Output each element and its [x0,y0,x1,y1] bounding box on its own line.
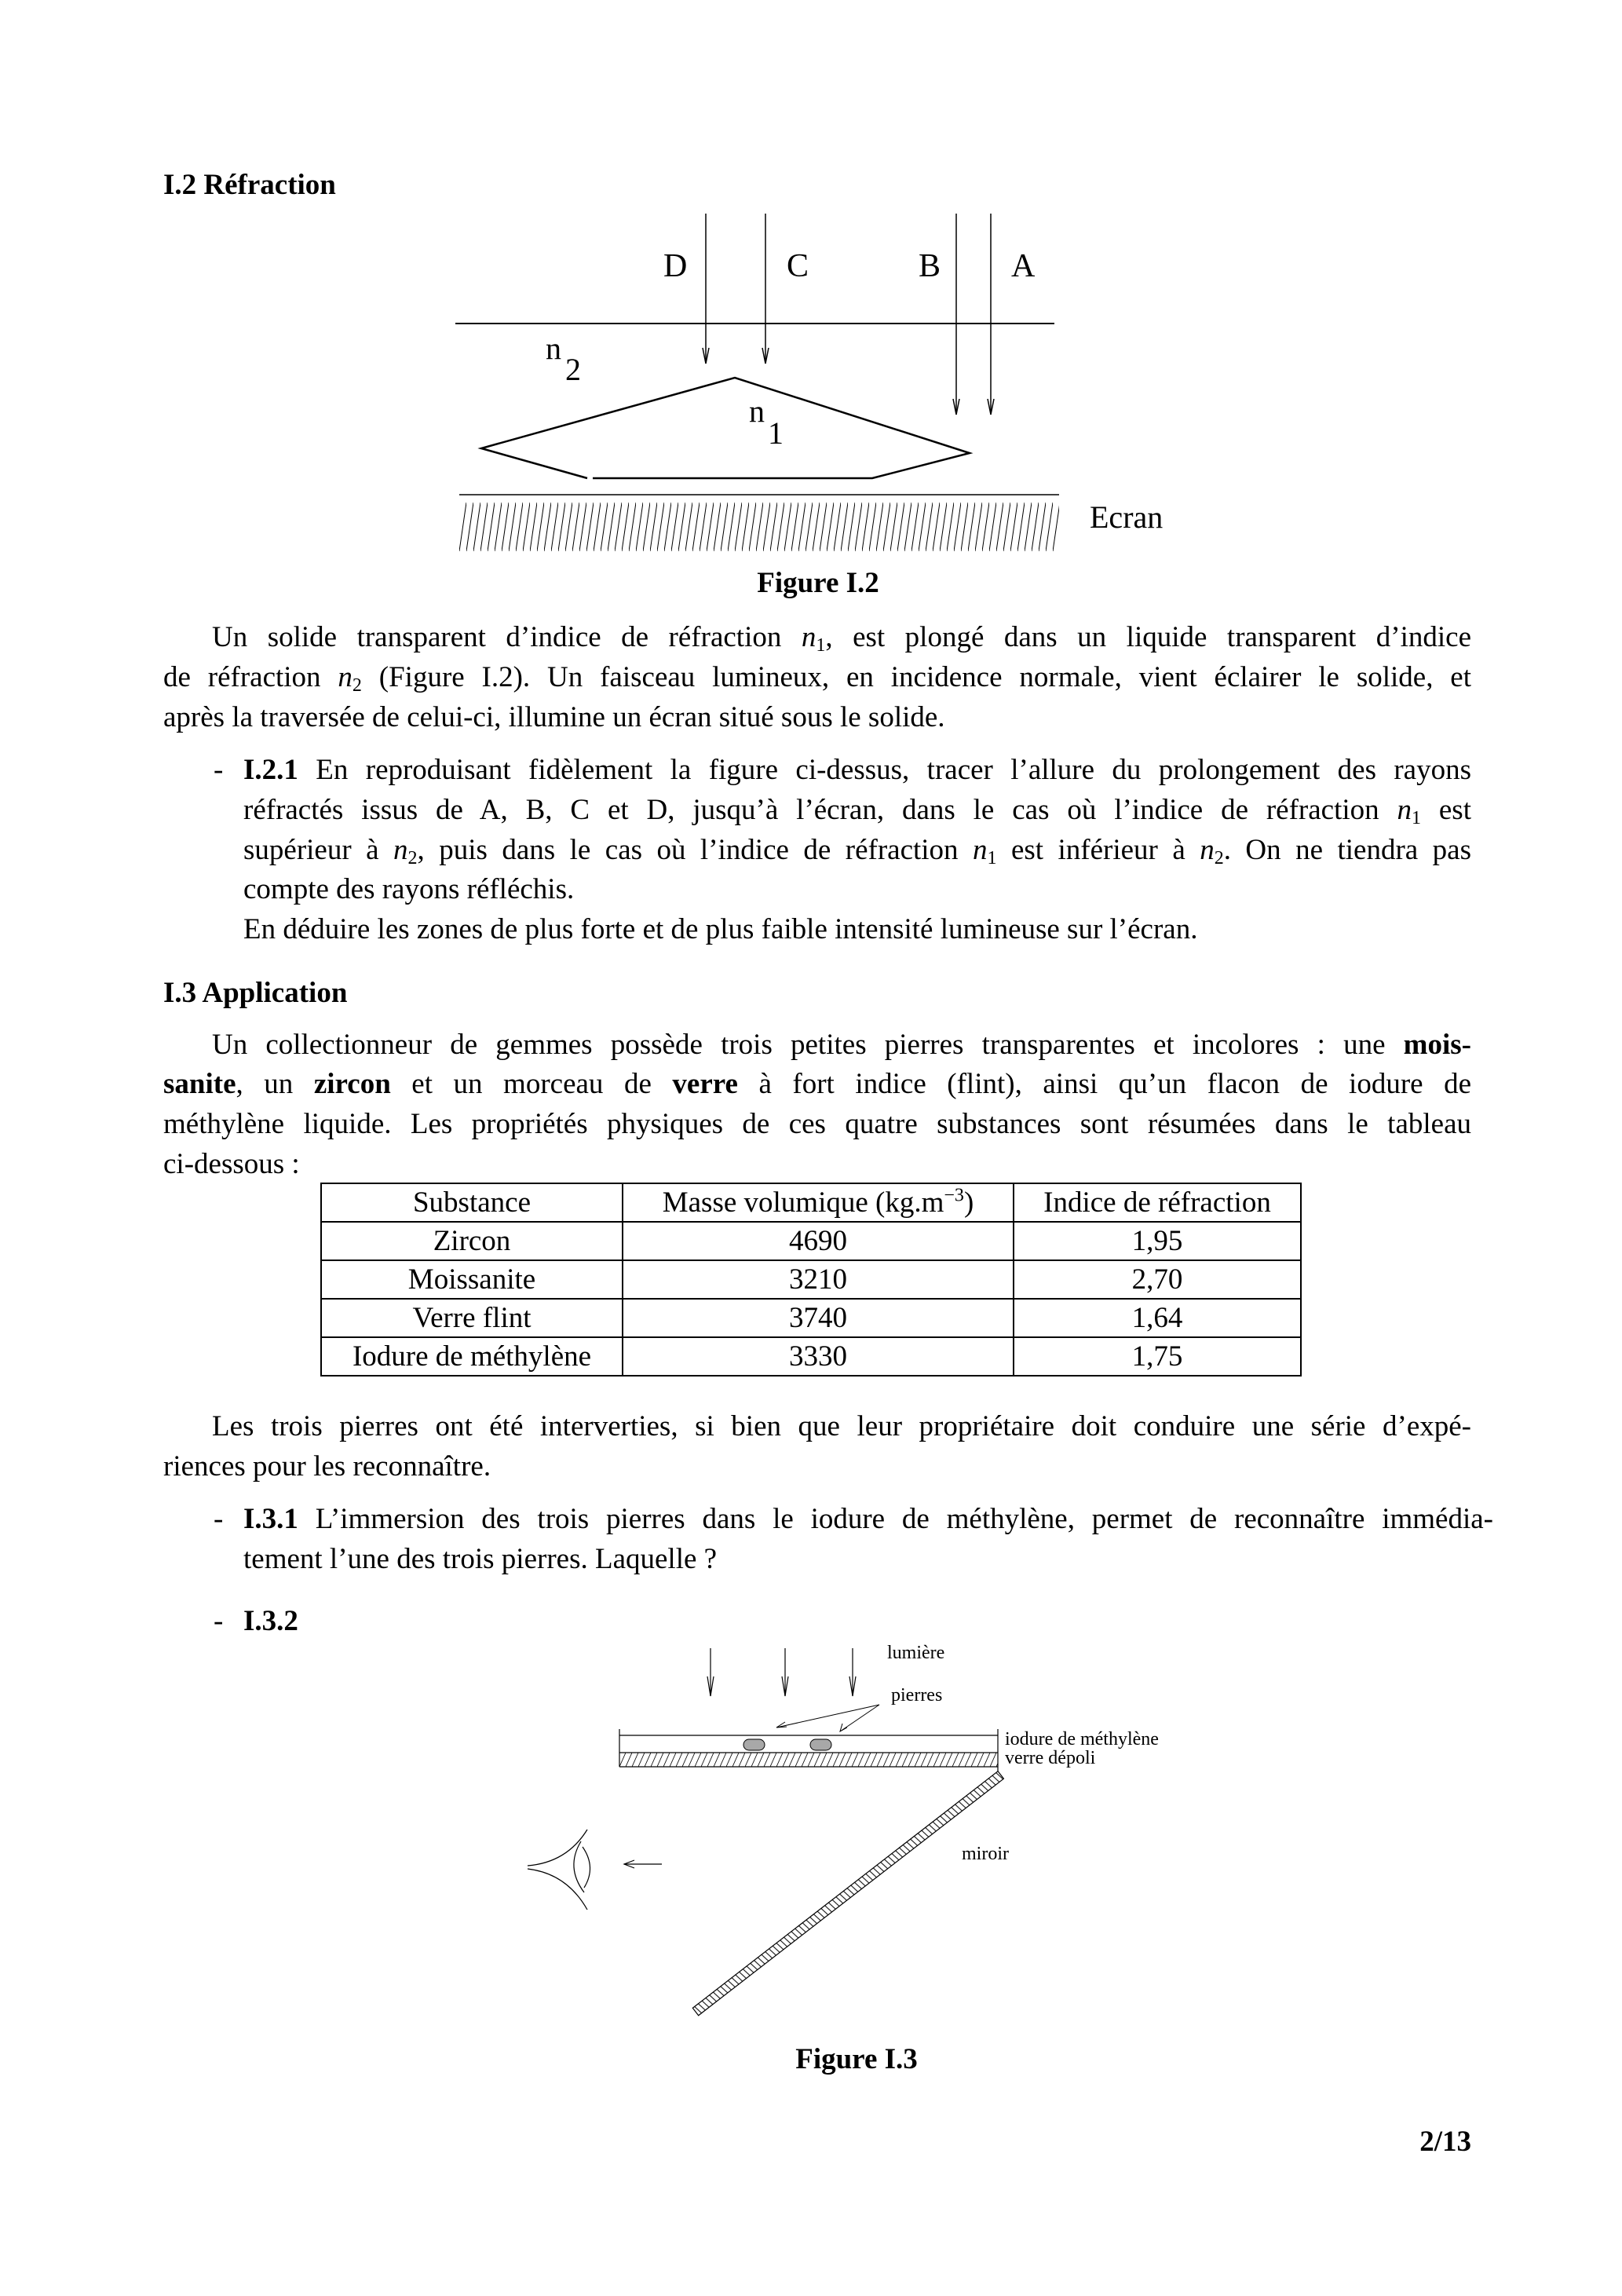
table-header-row [321,1183,1301,1222]
math-variable: n [973,834,988,866]
paragraph-line [212,1406,1471,1446]
math-variable: n [393,834,408,866]
text-segment: Un solide transparent d’indice de réfraction [212,621,802,653]
header-substance: Substance [321,1183,623,1222]
question-line [243,909,1471,949]
paragraph-line [163,1446,1471,1486]
text-segment: et un morceau de [390,1068,673,1100]
page-number: 2/13 [1419,2126,1471,2158]
ray-a [988,214,994,415]
paragraph-line [212,1025,1471,1065]
frosted-glass-hatch [619,1753,998,1767]
ray-label-c: C [787,248,809,284]
mirror [692,1771,1003,2016]
solid-shape [481,378,970,478]
math-subscript: 2 [407,848,418,868]
math-symbol [1200,834,1224,866]
text-segment: , un [236,1068,314,1100]
text-segment: ci-dessous : [163,1148,300,1180]
bold-segment: I.2.1 [243,754,298,786]
text-segment: L’immersion des trois pierres dans le iodure de méthylène, permet de reconnaître immédia- [298,1503,1493,1535]
liquid-label: iodure de méthylène [1005,1729,1159,1749]
math-symbol [1397,794,1422,826]
label-n2-sub: 2 [565,352,581,387]
section-title-i3: I.3 Application [163,977,348,1009]
cell-density: 3740 [623,1299,1014,1337]
bold-segment: mois- [1403,1029,1471,1061]
mirror-label: miroir [962,1844,1009,1864]
screen-label: Ecran [1090,499,1164,535]
question-line [243,790,1471,830]
header-density-close: ) [963,1186,974,1219]
text-segment: compte des rayons réfléchis. [243,873,575,905]
label-n1: n [749,393,765,429]
ray-label-b: B [919,248,941,284]
cell-substance: Verre flint [321,1299,623,1337]
cell-index: 1,75 [1014,1337,1301,1376]
ray-b [953,214,959,415]
stones-label: pierres [891,1685,943,1706]
header-index: Indice de réfraction [1014,1183,1301,1222]
text-segment: En déduire les zones de plus forte et de plus faible intensité lumineuse sur l’écran. [243,913,1198,945]
paragraph-line [163,697,1471,737]
cell-density: 3330 [623,1337,1014,1376]
header-density [623,1183,1014,1222]
text-segment: Un collectionneur de gemmes possède trois petites pierres transparentes et incolores : une [212,1029,1404,1061]
math-subscript: 2 [352,675,362,696]
substances-table [320,1183,1302,1377]
ray-d [703,214,709,364]
question-line [243,750,1471,790]
text-segment: riences pour les reconnaître. [163,1450,491,1483]
text-segment: tement l’une des trois pierres. Laquelle ? [243,1543,718,1575]
view-arrow [624,1860,662,1868]
math-subscript: 2 [1214,848,1224,868]
question-line [243,1499,1493,1539]
text-segment: En reproduisant fidèlement la figure ci-dessus, tracer l’allure du prolongement des rayons [298,754,1471,786]
text-segment: , est plongé dans un liquide transparent d’indice [825,621,1471,653]
cell-density: 3210 [623,1260,1014,1299]
math-subscript: 1 [1412,808,1422,828]
glass-label: verre dépoli [1005,1748,1096,1768]
math-variable: n [1200,834,1215,866]
ray-label-a: A [1011,248,1036,284]
bold-segment: verre [672,1068,738,1100]
bold-segment: I.3.1 [243,1503,298,1535]
paragraph-line [163,1064,1471,1104]
question-label-i32: I.3.2 [243,1605,298,1637]
table-row [321,1299,1301,1337]
bold-segment: sanite [163,1068,236,1100]
math-subscript: 1 [816,635,826,656]
bold-segment: zircon [313,1068,391,1100]
cell-index: 1,95 [1014,1222,1301,1260]
cell-substance: Zircon [321,1222,623,1260]
math-subscript: 1 [987,848,997,868]
cell-index: 2,70 [1014,1260,1301,1299]
list-dash: - [214,754,224,786]
table-row [321,1337,1301,1376]
figure-i2-caption: Figure I.2 [757,567,879,599]
paragraph-line [212,617,1471,657]
label-n1-sub: 1 [768,415,784,451]
math-variable: n [1397,794,1412,826]
text-segment: (Figure I.2). Un faisceau lumineux, en incidence normale, vient éclairer le solide, et [361,661,1472,693]
math-variable: n [338,661,353,693]
text-segment: , puis dans le cas où l’indice de réfraction [417,834,973,866]
eye-icon [528,1830,590,1910]
figure-i3-caption: Figure I.3 [795,2043,918,2075]
text-segment: est inférieur à [996,834,1200,866]
list-dash: - [214,1605,224,1637]
question-line [243,1539,1471,1579]
text-segment: réfractés issus de A, B, C et D, jusqu’à l’écran, dans le cas où l’indice de réfraction [243,794,1397,826]
question-line [243,869,1471,909]
cell-density: 4690 [623,1222,1014,1260]
text-segment: . On ne tiendra pas [1223,834,1471,866]
math-variable: n [801,621,816,653]
header-density-label: Masse volumique (kg.m [662,1186,944,1219]
text-segment: est [1421,794,1471,826]
ray-label-d: D [663,248,688,284]
cell-substance: Moissanite [321,1260,623,1299]
light-arrows [707,1648,856,1696]
stones-pointers [776,1705,879,1731]
table-row [321,1222,1301,1260]
cell-index: 1,64 [1014,1299,1301,1337]
text-segment: à fort indice (flint), ainsi qu’un flacon de iodure de [737,1068,1472,1100]
cell-substance: Iodure de méthylène [321,1337,623,1376]
paragraph-line [163,657,1471,697]
text-segment: Les trois pierres ont été interverties, si bien que leur propriétaire doit conduire une série d’expé- [212,1410,1471,1442]
math-symbol [973,834,997,866]
math-symbol [393,834,418,866]
question-line [243,830,1471,870]
math-symbol [338,661,362,696]
text-segment: de réfraction [163,661,338,693]
stone-1 [743,1739,765,1750]
math-symbol [801,621,826,656]
ray-c [762,214,769,364]
screen-hatch [459,503,1059,551]
paragraph-line [163,1144,1471,1184]
label-n2: n [546,331,561,366]
header-density-exponent: −3 [944,1185,964,1206]
stone-2 [810,1739,831,1750]
text-segment: après la traversée de celui-ci, illumine un écran situé sous le solide. [163,701,945,733]
text-segment: méthylène liquide. Les propriétés physiques de ces quatre substances sont résumées dans le tableau [163,1108,1471,1140]
list-dash: - [214,1503,224,1535]
table-row [321,1260,1301,1299]
section-title-i2: I.2 Réfraction [163,169,336,201]
light-label: lumière [887,1643,945,1663]
text-segment: supérieur à [243,834,393,866]
paragraph-line [163,1104,1471,1144]
